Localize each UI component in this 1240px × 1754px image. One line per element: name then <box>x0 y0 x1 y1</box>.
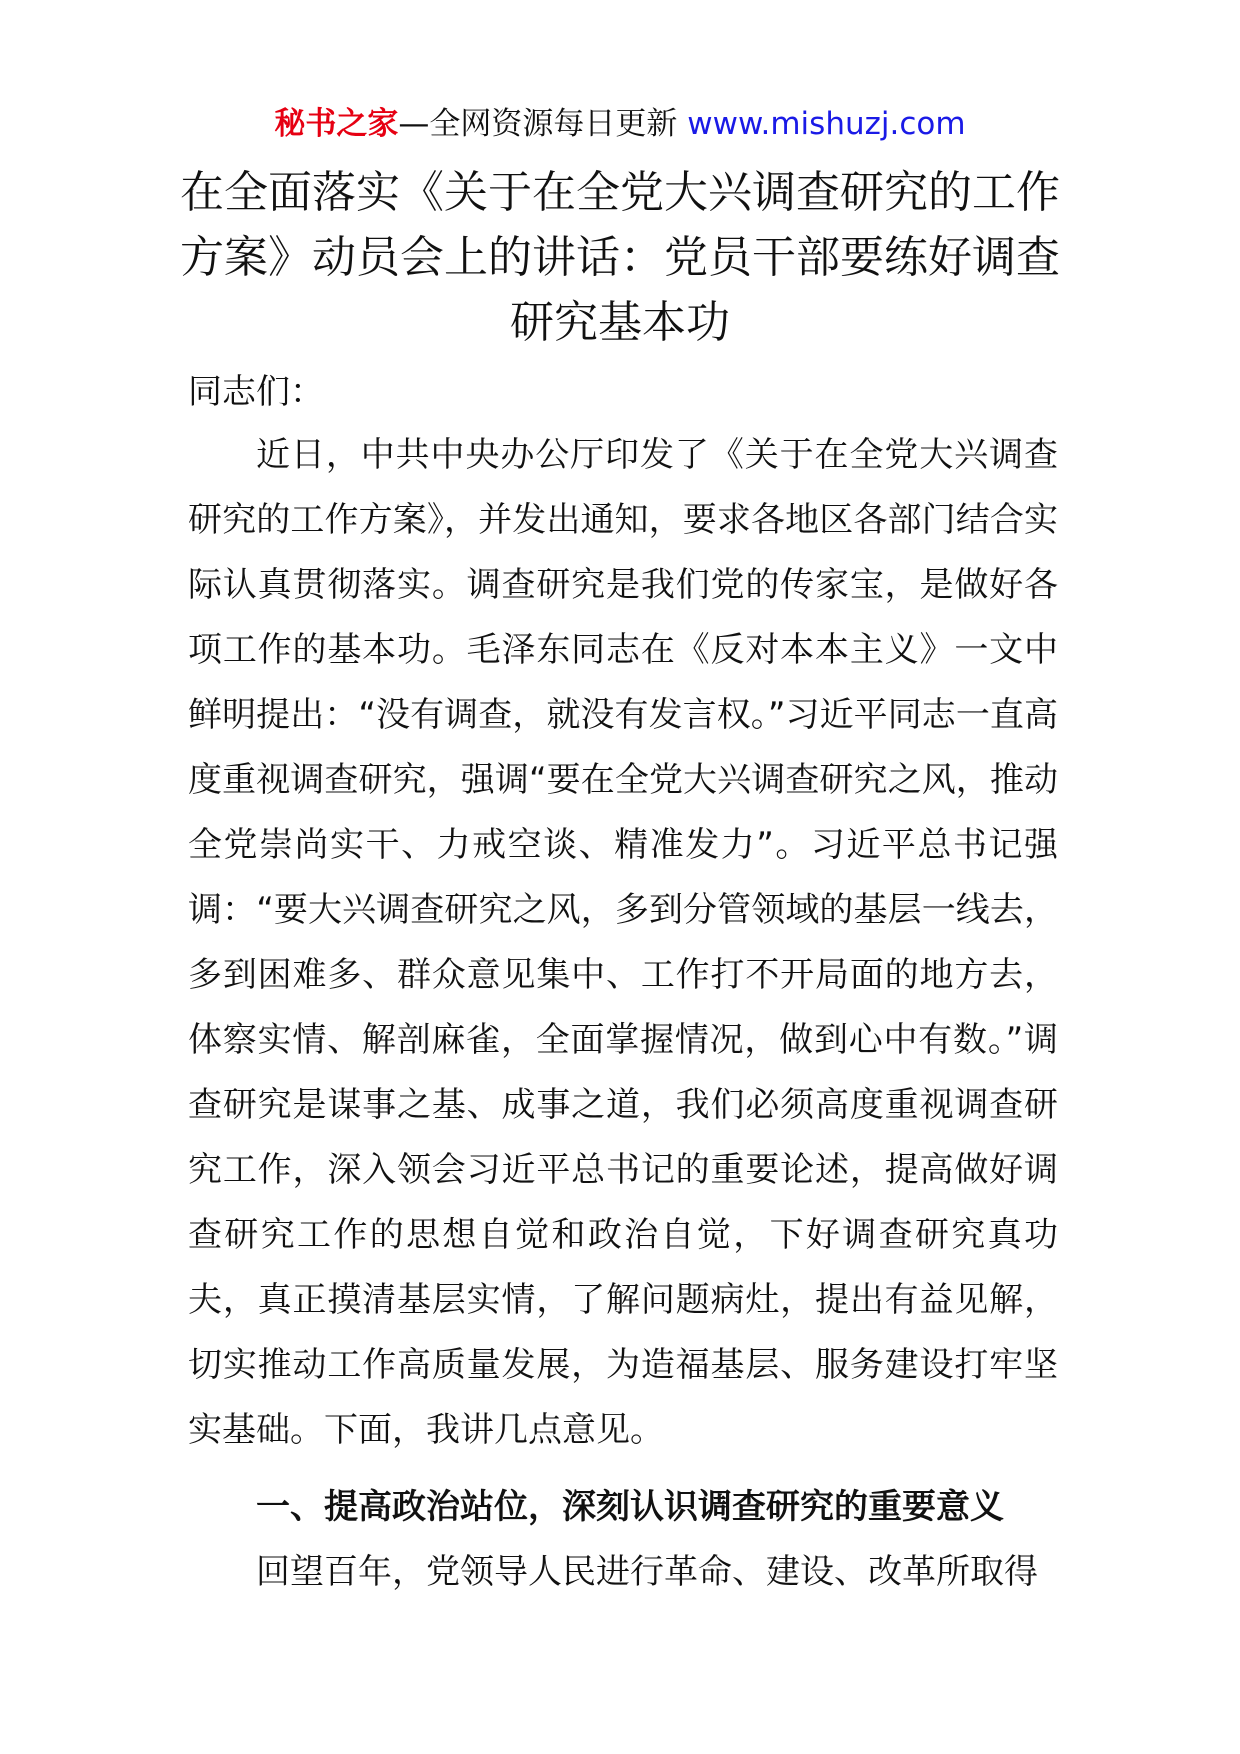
document-title: 在全面落实《关于在全党大兴调查研究的工作方案》动员会上的讲话：党员干部要练好调查研究基本功 <box>180 167 1060 348</box>
header-tagline: —全网资源每日更新 <box>398 106 688 142</box>
salutation: 同志们： <box>188 372 324 412</box>
site-url-link[interactable]: www.mishuzj.com <box>687 106 966 142</box>
body-paragraph: 近日，中共中央办公厅印发了《关于在全党大兴调查研究的工作方案》，并发出通知，要求各地区各部门结合实际认真贯彻落实。调查研究是我们党的传家宝，是做好各项工作的基本功。毛泽东同志在《反对本本主义》一文中鲜明提出：“没有调查，就没有发言权。”习近平同志一直高度重视调查研究，强调“要在全党大兴调查研究之风，推动全党崇尚实干、力戒空谈、精准发力”。习近平总书记强调：“要大兴调查研究之风，多到分管领域的基层一线去，多到困难多、群众意见集中、工作打不开局面的地方去，体察实情、解剖麻雀，全面掌握情况，做到心中有数。”调查研究是谋事之基、成事之道，我们必须高度重视调查研究工作，深入领会习近平总书记的重要论述，提高做好调查研究工作的思想自觉和政治自觉，下好调查研究真功夫，真正摸清基层实情，了解问题病灶，提出有益见解，切实推动工作高质量发展，为造福基层、服务建设打牢坚实基础。下面，我讲几点意见。 <box>188 435 1058 1450</box>
section-heading: 一、提高政治站位，深刻认识调查研究的重要意义 <box>256 1487 1004 1527</box>
site-header <box>0 104 1240 144</box>
body-paragraph: 回望百年，党领导人民进行革命、建设、改革所取得 <box>256 1552 1038 1592</box>
brand-name: 秘书之家 <box>274 106 399 142</box>
